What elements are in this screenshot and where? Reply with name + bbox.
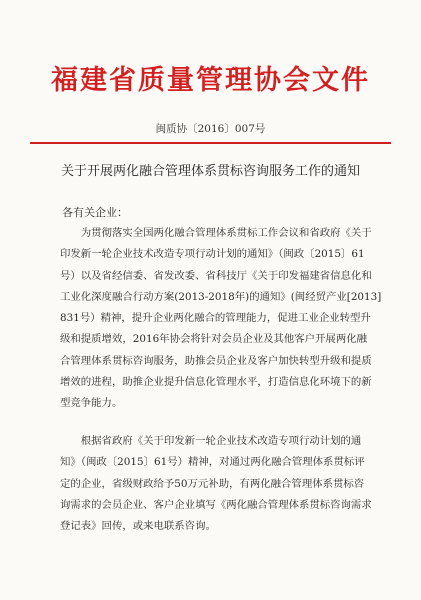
paragraph-line: 印发新一轮企业技术改造专项行动计划的通知》（闽政〔2015〕61 [60,248,365,261]
paragraph-line: 合管理体系贯标咨询服务，助推会员企业及客户加快转型升级和提质 [60,354,372,367]
paragraph-line: 增效的进程，助推企业提升信息化管理水平，打造信息化环境下的新 [60,376,372,389]
paragraph-line: 工业化深度融合行动方案(2013-2018年)的通知》(闽经贸产业[2013] [60,290,382,303]
notice-title: 关于开展两化融合管理体系贯标咨询服务工作的通知 [60,164,360,179]
paragraph-line: 知》（闽政〔2015〕61号）精神，对通过两化融合管理体系贯标评 [60,456,365,469]
paragraph-line: 831号）精神，提升企业两化融合的管理能力，促进工业企业转型升 [60,312,371,325]
salutation: 各有关企业： [62,206,128,219]
paragraph-line: 为贯彻落实全国两化融合管理体系贯标工作会议和省政府《关于 [60,227,372,239]
paragraph-line: 登记表》回传，或来电联系咨询。 [60,520,216,533]
paragraph-line: 询需求的会员企业、客户企业填写《两化融合管理体系贯标咨询需求 [60,498,372,511]
document-number: 闽质协〔2016〕007号 [155,123,266,135]
paragraph-line: 根据省政府《关于印发新一轮企业技术改造专项行动计划的通 [60,435,362,447]
paragraph-2 [60,431,372,537]
paragraph-line: 号）以及省经信委、省发改委、省科技厅《关于印发福建省信息化和 [60,269,372,282]
paragraph-1 [60,223,382,415]
masthead-title: 福建省质量管理协会文件 [51,65,370,96]
paragraph-line: 级和提质增效，2016年协会将针对会员企业及其他客户开展两化融 [60,333,367,346]
paragraph-line: 定的企业，省级财政给予50万元补助，有两化融合管理体系贯标咨 [60,477,365,490]
red-divider [30,142,391,144]
paragraph-line: 型竞争能力。 [60,397,123,410]
